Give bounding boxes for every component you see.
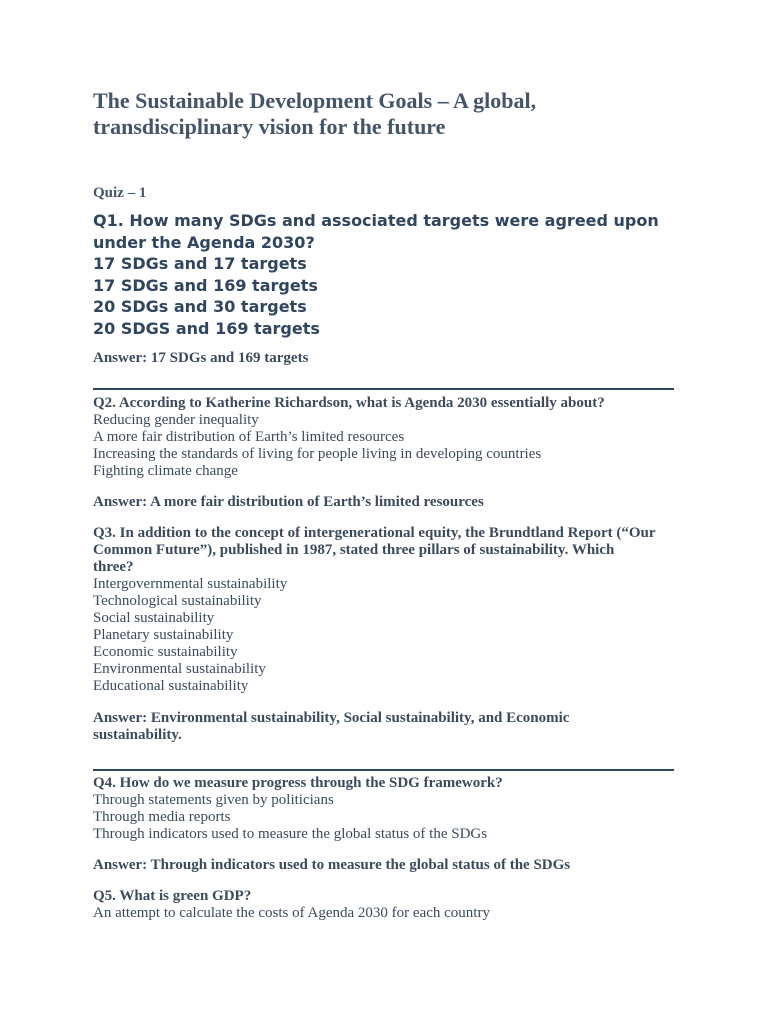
title-line-1: The Sustainable Development Goals – A global, (93, 88, 537, 113)
q1-option: 17 SDGs and 17 targets (93, 254, 307, 273)
q1-question-line-1: Q1. How many SDGs and associated targets were agreed upon (93, 211, 659, 230)
q5-option: An attempt to calculate the costs of Agenda 2030 for each country (93, 905, 490, 921)
q3-answer-line-2: sustainability. (93, 727, 182, 743)
q1-question-line-2: under the Agenda 2030? (93, 232, 315, 252)
q4-option: Through media reports (93, 809, 231, 825)
q1-option: 20 SDGs and 30 targets (93, 297, 307, 316)
q3-question-line-2: Common Future”), published in 1987, stated three pillars of sustainability. Which (93, 542, 615, 558)
q3-option: Environmental sustainability (93, 661, 266, 677)
q1-answer: Answer: 17 SDGs and 169 targets (93, 350, 309, 366)
q1-option: 20 SDGS and 169 targets (93, 318, 320, 338)
q2-option: Increasing the standards of living for people living in developing countries (93, 446, 542, 462)
q3-answer (93, 710, 678, 744)
q3-question-line-1: Q3. In addition to the concept of intergenerational equity, the Brundtland Report (“Our (93, 525, 656, 541)
document-title (93, 88, 678, 140)
q4-option: Through indicators used to measure the global status of the SDGs (93, 826, 488, 842)
q3-option: Intergovernmental sustainability (93, 576, 288, 592)
q3-answer-line-1: Answer: Environmental sustainability, Social sustainability, and Economic (93, 710, 570, 726)
q2-answer: Answer: A more fair distribution of Earth’s limited resources (93, 494, 484, 510)
section-divider (93, 769, 674, 771)
q3-question-line-3: three? (93, 559, 134, 575)
question-1 (93, 210, 678, 339)
q2-option: Fighting climate change (93, 463, 238, 479)
document-page (93, 88, 678, 922)
question-3 (93, 525, 678, 695)
q2-option: Reducing gender inequality (93, 412, 259, 428)
q4-question: Q4. How do we measure progress through the SDG framework? (93, 775, 503, 791)
section-divider (93, 388, 674, 390)
q4-option: Through statements given by politicians (93, 792, 334, 808)
q3-option: Educational sustainability (93, 678, 249, 694)
q3-option: Social sustainability (93, 610, 215, 626)
q4-answer: Answer: Through indicators used to measure the global status of the SDGs (93, 857, 571, 873)
q3-option: Planetary sustainability (93, 627, 234, 643)
q3-option: Economic sustainability (93, 644, 238, 660)
q1-option: 17 SDGs and 169 targets (93, 275, 318, 295)
quiz-label: Quiz – 1 (93, 185, 147, 201)
q3-option: Technological sustainability (93, 593, 262, 609)
q5-question: Q5. What is green GDP? (93, 888, 252, 904)
q2-question: Q2. According to Katherine Richardson, what is Agenda 2030 essentially about? (93, 395, 605, 411)
title-line-2: transdisciplinary vision for the future (93, 114, 446, 139)
q2-option: A more fair distribution of Earth’s limited resources (93, 429, 405, 445)
